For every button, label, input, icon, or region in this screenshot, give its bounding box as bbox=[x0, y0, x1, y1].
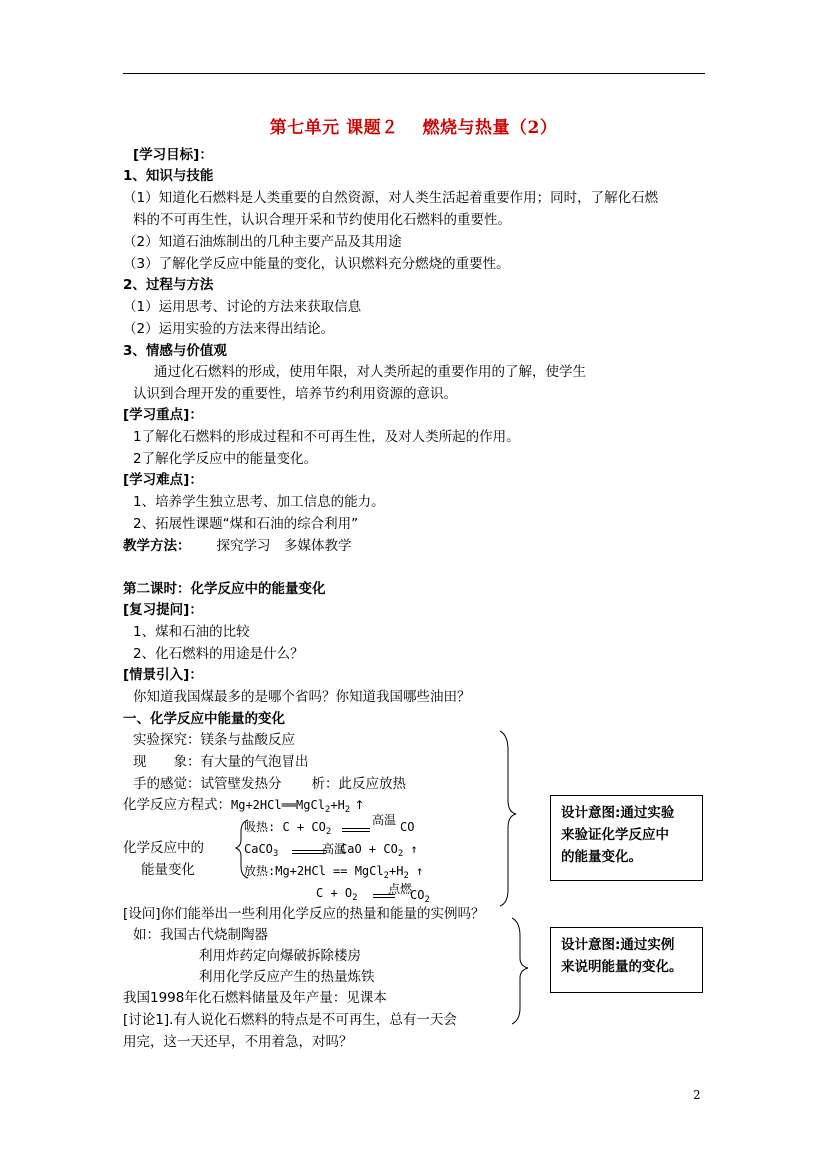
energy-label-1: 化学反应中的 bbox=[123, 840, 204, 856]
lesson-heading: 第二课时：化学反应中的能量变化 bbox=[123, 581, 326, 597]
section-1-heading: 一、化学反应中能量的变化 bbox=[123, 711, 285, 727]
objective-item: 通过化石燃料的形成，使用年限，对人类所起的重要作用的了解，使学生 bbox=[154, 364, 586, 380]
absorb-heat-line: 吸热: $C + CO_2$ bbox=[244, 820, 332, 837]
absorb-condition: 高温 bbox=[372, 813, 397, 827]
design-intent-box-1: 设计意图:通过实验 来验证化学反应中 的能量变化。 bbox=[550, 795, 703, 881]
objective-item: （1）运用思考、讨论的方法来获取信息 bbox=[123, 299, 362, 315]
objective-item: （1）知道化石燃料是人类重要的自然资源，对人类生活起着重要作用；同时，了解化石燃 bbox=[123, 190, 659, 206]
release-heat-line: 放热:Mg+2HCl == $MgCl_2+H_2$ ↑ bbox=[244, 864, 424, 881]
combustion-line: $C + O_2$ bbox=[316, 886, 358, 903]
review-heading: [复习提问]： bbox=[123, 602, 203, 618]
objective-item: （3）了解化学反应中能量的变化，认识燃料充分燃烧的重要性。 bbox=[123, 256, 510, 272]
key-point-item: 1了解化石燃料的形成过程和不可再生性，及对人类所起的作用。 bbox=[133, 429, 520, 445]
methods-label: 教学方法： bbox=[123, 538, 191, 554]
example-line: 如：我国古代烧制陶器 bbox=[133, 927, 268, 943]
experiment-line: 实验探究：镁条与盐酸反应 bbox=[133, 732, 295, 748]
key-points-heading: [学习重点]： bbox=[123, 407, 203, 423]
design-intent-box-2: 设计意图:通过实例 来说明能量的变化。 bbox=[550, 927, 703, 993]
caco3-condition: 高温 bbox=[322, 842, 347, 856]
objectives-section-3: 3、情感与价值观 bbox=[123, 343, 227, 359]
objectives-heading: [学习目标]： bbox=[133, 147, 213, 163]
example-line: 利用化学反应产生的热量炼铁 bbox=[199, 969, 375, 985]
caco3-product: CaO + $CO_2$ ↑ bbox=[340, 842, 418, 859]
discussion-line: 用完，这一天还早，不用着急，对吗？ bbox=[123, 1034, 353, 1050]
energy-label-2: 能量变化 bbox=[141, 862, 195, 878]
methods-value: 探究学习 多媒体教学 bbox=[216, 538, 352, 554]
phenomenon-line: 现 象：有大量的气泡冒出 bbox=[133, 754, 309, 770]
question-line: [设问]你们能举出一些利用化学反应的热量和能量的实例吗？ bbox=[123, 906, 485, 922]
reserve-line: 我国1998年化石燃料储量及年产量：见课本 bbox=[123, 990, 387, 1006]
intro-heading: [情景引入]： bbox=[123, 667, 203, 683]
combustion-condition: 点燃 bbox=[388, 882, 413, 896]
absorb-product: CO bbox=[400, 820, 415, 834]
example-line: 利用炸药定向爆破拆除楼房 bbox=[199, 948, 361, 964]
key-point-item: 2了解化学反应中的能量变化。 bbox=[133, 451, 318, 467]
objective-item: （2）运用实验的方法来得出结论。 bbox=[123, 321, 335, 337]
gas-arrow-icon: ↑ bbox=[354, 798, 365, 812]
page-number: 2 bbox=[693, 1088, 701, 1102]
page-title: 第七单元 课题２ 燃烧与热量（2） bbox=[269, 118, 558, 138]
combustion-product: $CO_2$ bbox=[410, 888, 430, 905]
objectives-section-2: 2、过程与方法 bbox=[123, 277, 214, 293]
objective-item: 认识到合理开发的重要性，培养节约利用资源的意识。 bbox=[133, 386, 457, 402]
gas-arrow-icon: ↑ bbox=[410, 842, 418, 856]
objective-item: 料的不可再生性，认识合理开采和节约使用化石燃料的重要性。 bbox=[133, 212, 511, 228]
objectives-section-1: 1、知识与技能 bbox=[123, 168, 214, 184]
objective-item: （2）知道石油炼制出的几种主要产品及其用途 bbox=[123, 234, 402, 250]
difficulty-item: 1、培养学生独立思考、加工信息的能力。 bbox=[133, 494, 385, 510]
intro-text: 你知道我国煤最多的是哪个省吗？你知道我国哪些油田？ bbox=[133, 689, 471, 705]
gas-arrow-icon: ↑ bbox=[416, 864, 424, 878]
feeling-line: 手的感觉：试管壁发热分 析：此反应放热 bbox=[133, 776, 406, 792]
review-item: 1、煤和石油的比较 bbox=[133, 624, 250, 640]
difficulty-item: 2、拓展性课题“煤和石油的综合利用” bbox=[133, 516, 359, 532]
difficulties-heading: [学习难点]： bbox=[123, 472, 203, 488]
discussion-line: [讨论1].有人说化石燃料的特点是不可再生，总有一天会 bbox=[123, 1012, 457, 1028]
caco3-line: CaCO$_3$ bbox=[244, 842, 279, 859]
review-item: 2、化石燃料的用途是什么？ bbox=[133, 646, 304, 662]
equation-line: 化学反应方程式：$Mg+2HCl══MgCl_2+H_2$ ↑ bbox=[123, 797, 365, 815]
